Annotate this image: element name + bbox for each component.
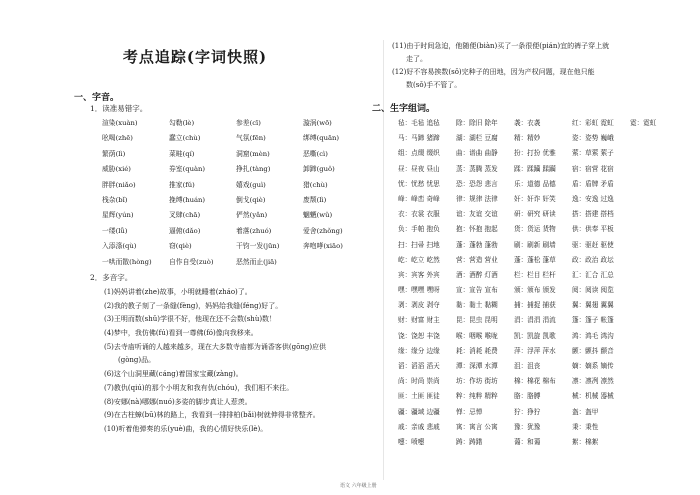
pinyin-cell: 爱舍(zhǒng) bbox=[303, 226, 343, 235]
pinyin-cell: 吆喝(zhē) bbox=[102, 134, 133, 143]
word-cell: 湖：湖栏 豆腐 bbox=[456, 134, 498, 143]
word-cell: 驱：驱赶 驱使 bbox=[572, 240, 614, 249]
word-cell: 乐：道德 品德 bbox=[514, 179, 556, 188]
sentence-line: (6)这个山洞里藏(cáng)着国家宝藏(zàng)。 bbox=[104, 370, 243, 379]
pinyin-cell: 倒戈(qiè) bbox=[236, 195, 266, 204]
word-cell: 曲：谱曲 曲静 bbox=[456, 149, 498, 158]
sentence-line: 走了。 bbox=[406, 55, 427, 63]
sentence-line: (4)梦中，我仿佛(fú)看到一尊佛(fó)像向我移来。 bbox=[104, 329, 258, 338]
sentence-line: (5)去寺庙听诵的人越来越多，现在大多数寺庙都为诵香客供(gōng)应供 bbox=[104, 342, 327, 351]
word-cell: 蒸：蒸腾 蒸发 bbox=[456, 164, 498, 173]
section-heading-words: 二、生字组词。 bbox=[372, 104, 436, 114]
pinyin-cell: 气氛(fēn) bbox=[236, 134, 266, 143]
word-cell bbox=[630, 222, 688, 237]
page-title: 考点追踪(字词快照) bbox=[122, 48, 268, 66]
word-cell bbox=[630, 405, 688, 420]
pinyin-cell: 参差(cī) bbox=[236, 119, 261, 127]
word-cell bbox=[630, 131, 688, 146]
word-cell: 恐：恐怨 悲言 bbox=[456, 179, 498, 188]
word-cell bbox=[630, 268, 688, 283]
word-cell: 营：营造 营业 bbox=[456, 255, 498, 264]
word-cell: 宾：宾客 外宾 bbox=[398, 270, 440, 279]
word-cell: 屹：屹立 屹然 bbox=[398, 255, 440, 264]
word-cell: 凯：凯旋 凯歌 bbox=[514, 331, 556, 340]
word-cell: 坊：作坊 街坊 bbox=[456, 377, 498, 386]
pinyin-cell: 着落(zhuó) bbox=[236, 226, 272, 235]
word-cell bbox=[630, 420, 688, 435]
sentence-line: (7)教仇(qiú)的那个小明友和我有仇(chóu)，我们相不来往。 bbox=[104, 383, 294, 392]
word-cell: 惮：忌惮 bbox=[456, 407, 483, 416]
sentence-line: (10)听着他弹奏的乐(yuè)曲，我的心情好快乐(lè)。 bbox=[104, 424, 268, 433]
word-cell: 粹：纯粹 精粹 bbox=[456, 392, 498, 401]
word-cell: 械：机械 器械 bbox=[572, 392, 614, 401]
word-cell: 豫：犹豫 bbox=[514, 422, 541, 431]
word-cell: 抱：怀抱 抱起 bbox=[456, 225, 498, 234]
pinyin-cell: 恶嘶(cì) bbox=[303, 149, 328, 158]
word-cell: 嘿：嘿嘿 嘿呀 bbox=[398, 286, 440, 295]
word-cell: 峰：峰峦 奇峰 bbox=[398, 194, 440, 203]
pinyin-cell: 威胁(xié) bbox=[102, 165, 131, 174]
sentence-line: (gòng)品。 bbox=[118, 356, 156, 365]
pinyin-cell: 勾勒(lè) bbox=[169, 119, 195, 127]
pinyin-table bbox=[102, 116, 370, 270]
word-cell: 毡：毛毡 追毡 bbox=[398, 119, 440, 127]
pinyin-cell: 窃(qiè) bbox=[169, 242, 192, 251]
word-cell: 潭：深潭 水潭 bbox=[456, 362, 498, 370]
word-cell: 嚏：喷嚏 bbox=[398, 437, 425, 446]
word-cell bbox=[630, 192, 688, 207]
word-cell: 刷：刷新 刷墙 bbox=[514, 240, 556, 249]
pinyin-cell: 干钧一发(jūn) bbox=[236, 242, 280, 251]
word-cell: 宿：宿营 花宿 bbox=[572, 164, 614, 173]
pinyin-cell: 一哄而散(hòng) bbox=[102, 257, 152, 266]
word-cell: 颁：颁布 颁发 bbox=[514, 286, 556, 295]
word-cell: 衣：衣裳 衣服 bbox=[398, 210, 440, 219]
word-cell: 萦：草萦 萦子 bbox=[572, 149, 614, 158]
word-cell: 篷：篷子 帐篷 bbox=[572, 316, 614, 325]
word-cell: 盔：盔甲 bbox=[572, 407, 599, 416]
word-cell bbox=[630, 253, 688, 268]
pinyin-cell: 渲染(xuàn) bbox=[102, 119, 138, 127]
word-cell: 萍：浮萍 萍水 bbox=[514, 346, 556, 355]
word-cell bbox=[630, 313, 688, 328]
sentence-line: (8)安娜(nà)哪娜(nuó)多姿的脚步真让人惹羡。 bbox=[104, 397, 252, 406]
pinyin-cell: 推家(fǔ) bbox=[169, 180, 195, 189]
word-cell: 政：政治 政坛 bbox=[572, 255, 614, 264]
word-cell: 匪：土匪 匪徒 bbox=[398, 392, 440, 401]
pinyin-cell: 废颓(lì) bbox=[303, 195, 327, 204]
pinyin-cell: 叉肆(chā) bbox=[169, 211, 201, 220]
pinyin-cell: 猎(chù) bbox=[303, 180, 328, 189]
word-cell: 酒：酒醉 灯酒 bbox=[456, 270, 498, 279]
sentence-line: (9)在古柱蟑(bū)林的路上，我看到一排排柏(bǎi)树就伸得非常整齐。 bbox=[104, 411, 320, 420]
pinyin-cell: 挽缚(huán) bbox=[169, 195, 206, 204]
word-group-table bbox=[398, 116, 688, 450]
word-cell: 饶：饶恕 丰饶 bbox=[398, 331, 440, 340]
pinyin-cell: 券室(quàn) bbox=[169, 165, 206, 174]
word-cell bbox=[630, 238, 688, 253]
word-cell: 奸：奸诈 奸笑 bbox=[514, 194, 556, 203]
word-cell: 姿：姿势 巍峨 bbox=[572, 134, 614, 143]
word-cell bbox=[630, 389, 688, 404]
word-cell: 货：货运 货物 bbox=[514, 225, 556, 234]
word-cell: 狞：狰狞 bbox=[514, 407, 541, 416]
pinyin-cell: 一缕(lǚ) bbox=[102, 226, 128, 235]
word-cell: 剥：剥皮 剥夺 bbox=[398, 301, 440, 310]
word-cell bbox=[630, 344, 688, 359]
word-cell: 凛：凛冽 凛然 bbox=[572, 377, 614, 386]
pinyin-cell: 洞窟(mèn) bbox=[236, 149, 270, 158]
word-cell: 喉：咽喉 喉咙 bbox=[456, 331, 498, 340]
word-cell: 蔼：和蔼 bbox=[514, 437, 541, 446]
word-cell: 絮：棉絮 bbox=[572, 437, 599, 446]
word-cell: 翼：翼翅 翼翼 bbox=[572, 301, 614, 310]
word-cell: 供：供奉 平板 bbox=[572, 225, 614, 234]
word-cell: 负：手帕 抱负 bbox=[398, 225, 440, 234]
sentence-line: (12)好不容易挨数(sǒ)完种子的田地，因为产权问题，现在他只能 bbox=[392, 68, 595, 76]
pinyin-cell: 蠢立(chù) bbox=[169, 134, 201, 143]
word-cell: 红：彩虹 霓虹 bbox=[572, 119, 614, 127]
pinyin-cell bbox=[303, 255, 370, 270]
pinyin-cell: 卸蹄(guǒ) bbox=[303, 165, 335, 174]
sentence-line: (1)妈妈讲着(zhe)故事，小明就睡着(zháo)了。 bbox=[104, 288, 252, 296]
word-cell: 嫡：嫡系 嫡传 bbox=[572, 362, 614, 370]
word-cell bbox=[630, 435, 688, 450]
word-cell: 扮：打扮 优雅 bbox=[514, 149, 556, 158]
word-cell: 捕：捕捉 捕获 bbox=[514, 301, 556, 310]
word-cell: 踌：踌躇 bbox=[456, 437, 483, 446]
sentence-line: (2)我的教子刻了一条缝(fèng)，妈妈给我缝(féng)好了。 bbox=[104, 301, 283, 310]
pinyin-cell: 嬉戏(guì) bbox=[236, 180, 266, 189]
word-cell: 汇：汇合 汇总 bbox=[572, 270, 614, 279]
word-cell: 蓬：蓬勃 蓬勃 bbox=[456, 240, 498, 249]
word-cell: 盾：盾牌 矛盾 bbox=[572, 179, 614, 188]
subheading-polyphonic: 2．多音字。 bbox=[90, 273, 133, 282]
pinyin-cell: 绑缚(quān) bbox=[303, 134, 340, 143]
pinyin-cell: 逼俯(dǎo) bbox=[169, 226, 201, 235]
continued-sentences bbox=[392, 40, 692, 92]
word-cell: 寓：寓言 公寓 bbox=[456, 422, 498, 431]
word-cell bbox=[630, 283, 688, 298]
pinyin-cell: 漩涡(wō) bbox=[303, 119, 332, 127]
pinyin-cell: 繁荫(lì) bbox=[102, 149, 126, 158]
word-cell: 栏：栏目 栏杆 bbox=[514, 270, 556, 279]
word-cell: 胳：胳膊 bbox=[514, 392, 541, 401]
sentence-line: (11)由于时间急迫，他随便(biàn)买了一条很便(pián)宜的裤子穿上就 bbox=[392, 42, 610, 50]
word-cell bbox=[630, 298, 688, 313]
word-cell: 涓：涓涓 涓流 bbox=[514, 316, 556, 325]
word-cell bbox=[630, 207, 688, 222]
word-cell: 马：马蹄 猪蹄 bbox=[398, 134, 440, 143]
word-cell: 扫：扫帚 扫地 bbox=[398, 240, 440, 249]
word-cell: 戚：亲戚 悲戚 bbox=[398, 422, 440, 431]
pinyin-cell: 恶然而止(jiā) bbox=[236, 257, 277, 266]
pinyin-cell: 魍魉(wǔ) bbox=[303, 211, 333, 220]
word-cell bbox=[630, 162, 688, 177]
polyphonic-sentences bbox=[104, 286, 379, 437]
word-cell: 沮：沮丧 bbox=[514, 362, 541, 370]
word-cell: 搭：搭建 搭档 bbox=[572, 210, 614, 219]
subheading-easy-words: 1．读准易错字。 bbox=[90, 104, 148, 113]
word-cell: 棉：棉花 棉布 bbox=[514, 377, 556, 386]
word-cell: 阅：阅读 阅览 bbox=[572, 286, 614, 295]
word-cell: 鸿：鸿毛 鸿沟 bbox=[572, 331, 614, 340]
word-cell bbox=[630, 177, 688, 192]
page-footer: 语文 六年级上册 bbox=[340, 483, 377, 489]
word-cell: 昼：昼夜 昼山 bbox=[398, 164, 440, 173]
word-cell: 耗：消耗 耗费 bbox=[456, 346, 498, 355]
pinyin-cell: 星辉(yún) bbox=[102, 211, 134, 220]
word-cell: 缘：缘分 边缘 bbox=[398, 346, 440, 355]
word-cell bbox=[630, 374, 688, 389]
word-cell: 律：规律 法律 bbox=[456, 194, 498, 203]
word-cell: 秉：秉性 bbox=[572, 422, 599, 431]
sentence-line: (3)王明而数(shǔ)学很不好，他现在还不会数(shù)数！ bbox=[104, 315, 277, 324]
word-cell: 逸：安逸 过逸 bbox=[572, 194, 614, 203]
word-cell: 宣：宣告 宣布 bbox=[456, 286, 498, 295]
pinyin-cell: 挣扎(tàng) bbox=[236, 165, 271, 174]
section-heading-pinyin: 一、字音。 bbox=[74, 93, 120, 103]
word-cell: 谊：友谊 交谊 bbox=[456, 210, 498, 219]
sentence-line: 数(sǒ)手不管了。 bbox=[406, 81, 462, 89]
word-cell: 霓：霓虹 bbox=[630, 119, 657, 127]
word-cell: 组：点缀 缀织 bbox=[398, 149, 440, 158]
word-cell: 精：精妙 bbox=[514, 134, 541, 143]
word-cell: 滔：滔滔 滔天 bbox=[398, 362, 440, 370]
word-cell bbox=[630, 359, 688, 374]
word-cell: 除：除旧 除年 bbox=[456, 119, 498, 127]
word-cell: 黏：黏土 黏糊 bbox=[456, 301, 498, 310]
pinyin-cell: 自作自受(zuò) bbox=[169, 257, 214, 266]
word-cell: 蹂：蹂躏 蹂躏 bbox=[514, 164, 556, 173]
word-cell: 财：财富 财主 bbox=[398, 316, 440, 325]
word-cell: 尚：时尚 崇尚 bbox=[398, 377, 440, 386]
word-cell: 昆：昆虫 昆明 bbox=[456, 316, 498, 325]
word-cell: 研：研究 研读 bbox=[514, 210, 556, 219]
word-cell: 蓬：蓬松 蓬草 bbox=[514, 255, 556, 264]
word-cell: 袭：衣袭 bbox=[514, 119, 541, 127]
pinyin-cell: 入添涤(qù) bbox=[102, 242, 137, 251]
word-cell: 颤：颤抖 颤音 bbox=[572, 346, 614, 355]
pinyin-cell: 俨然(yǎn) bbox=[236, 211, 268, 220]
pinyin-cell: 菜畦(qí) bbox=[169, 149, 195, 158]
word-cell: 忧：忧愁 忧思 bbox=[398, 179, 440, 188]
word-cell bbox=[630, 146, 688, 161]
pinyin-cell: 胖胖(niǎo) bbox=[102, 180, 136, 189]
pinyin-cell: 奔咆哮(xiāo) bbox=[303, 242, 343, 251]
word-cell: 疆：疆域 边疆 bbox=[398, 407, 440, 416]
pinyin-cell: 栈杂(bǐ) bbox=[102, 195, 128, 204]
word-cell bbox=[630, 329, 688, 344]
